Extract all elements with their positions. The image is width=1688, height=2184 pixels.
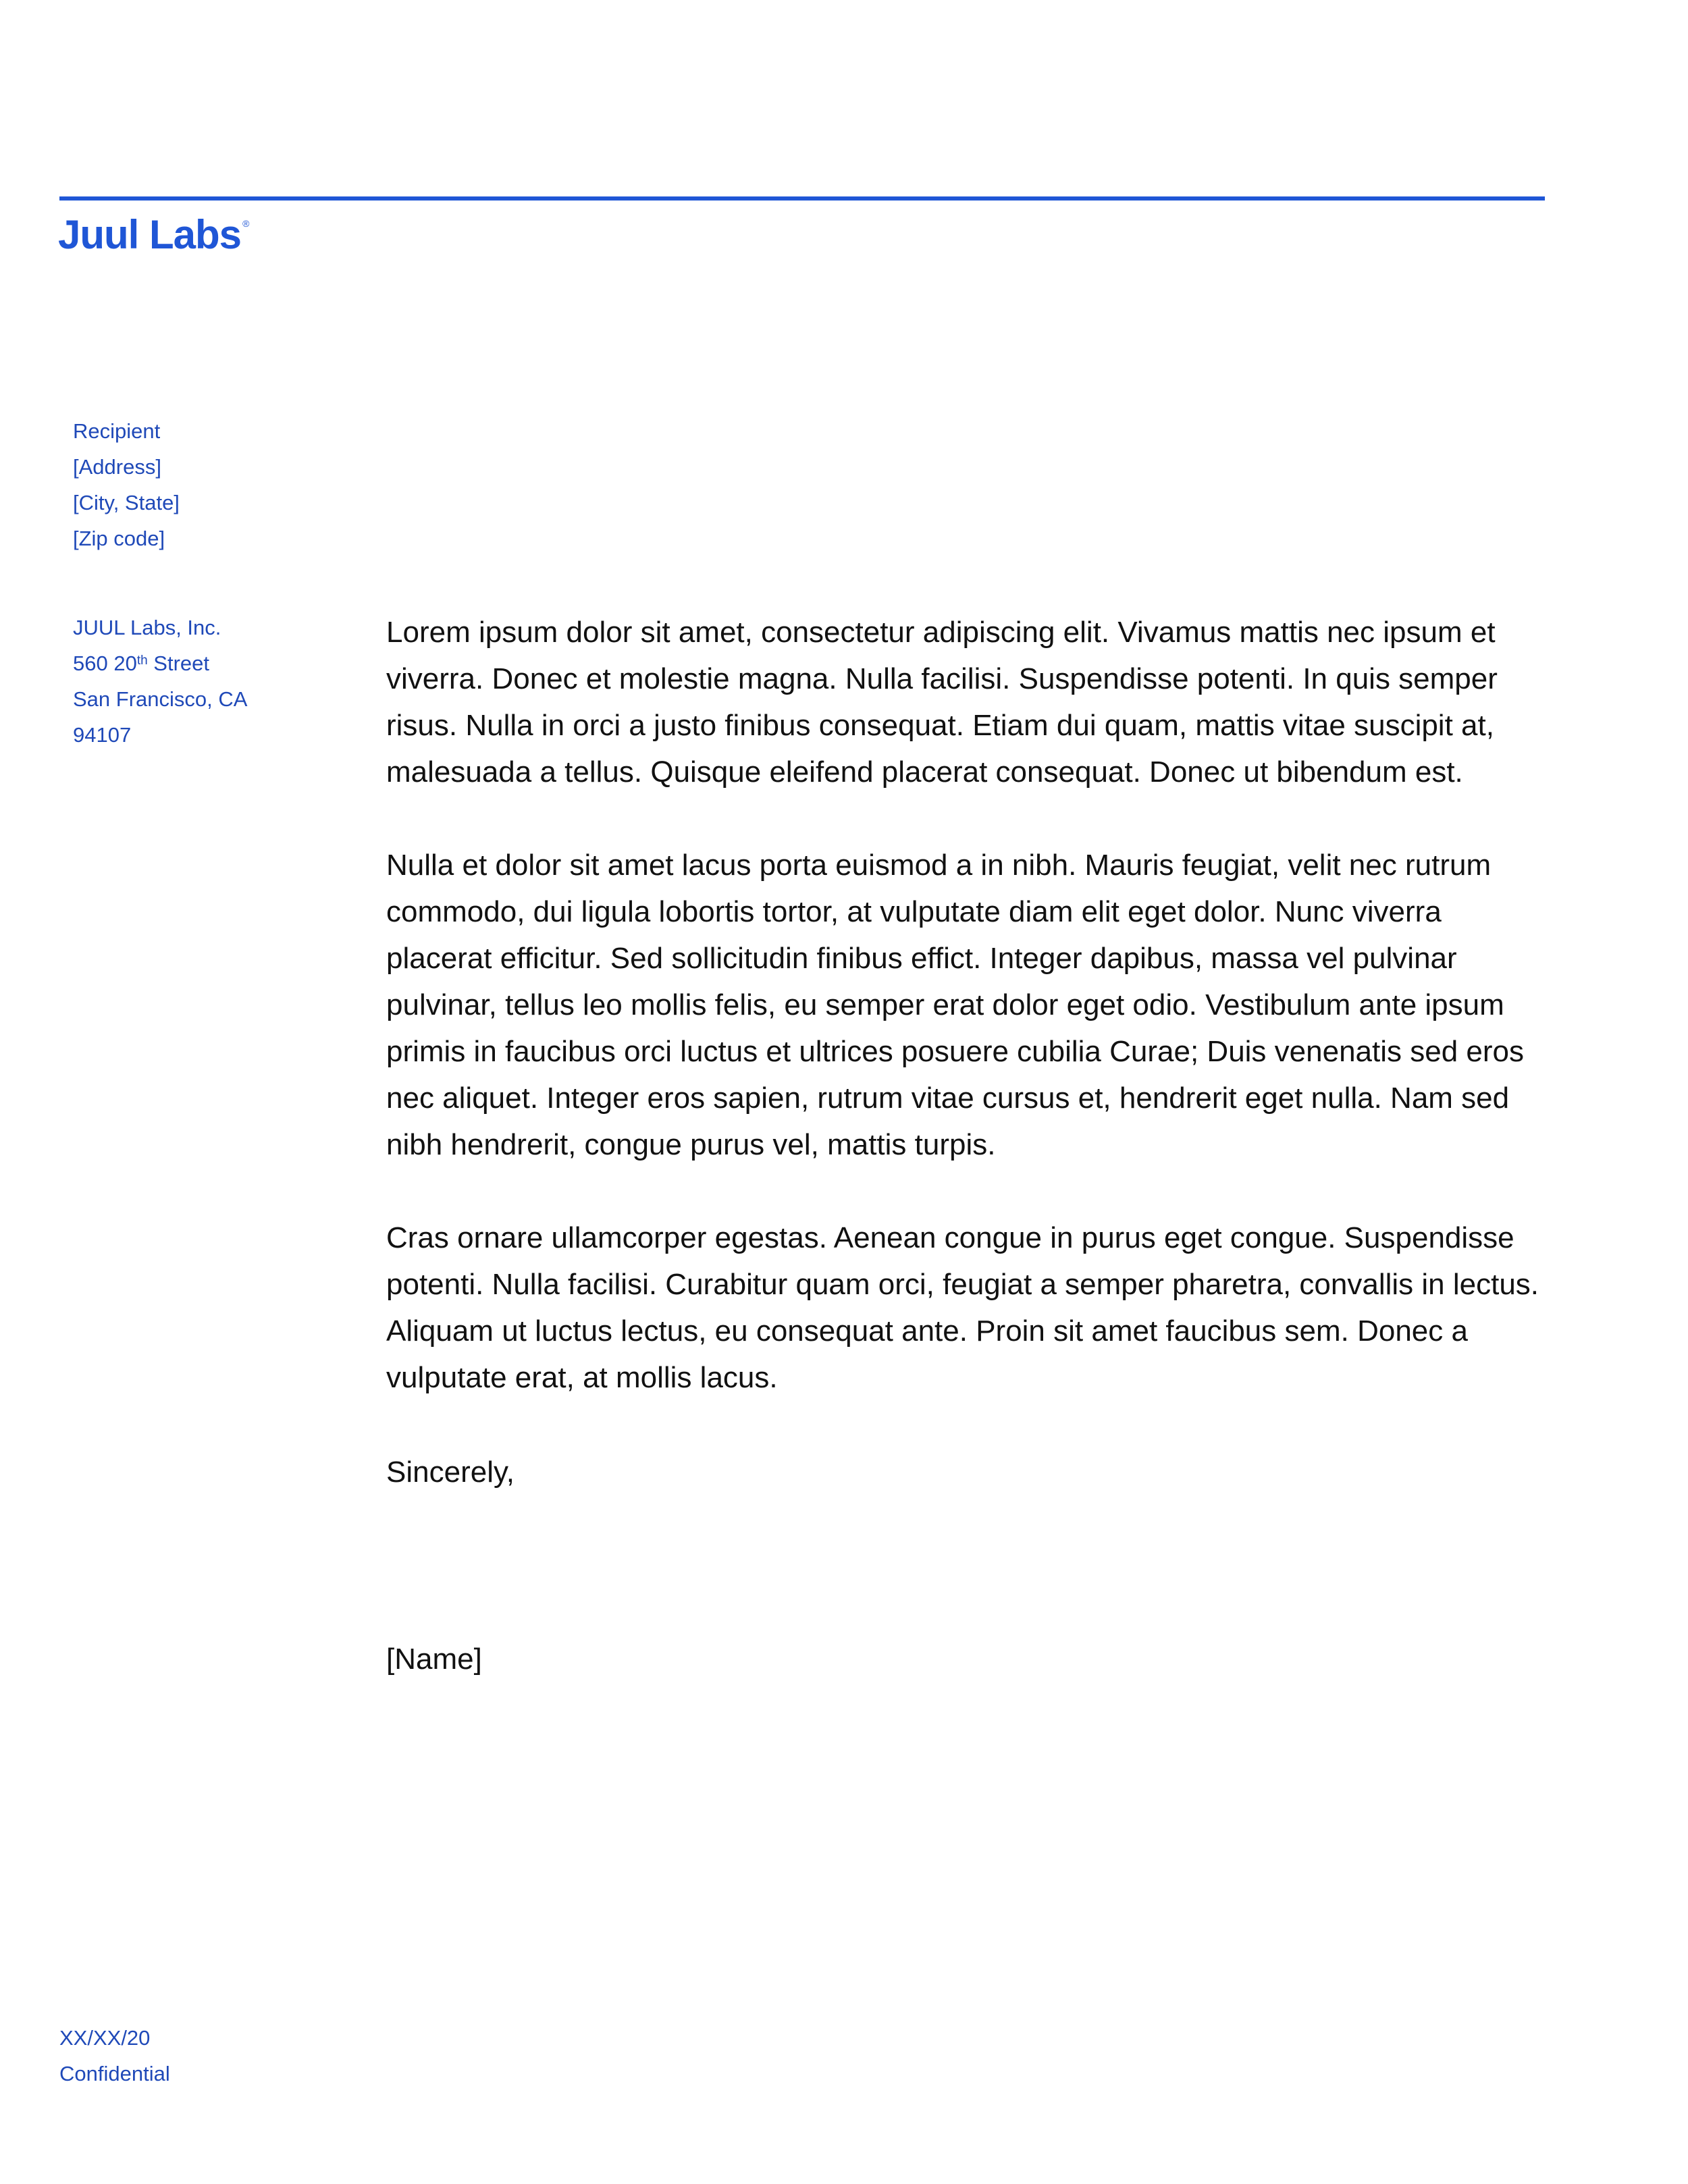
- header-rule: [59, 196, 1545, 201]
- registered-mark: ®: [242, 218, 249, 229]
- sender-address-block: [73, 610, 247, 753]
- signature-name: [Name]: [386, 1643, 482, 1676]
- recipient-address: [Address]: [73, 455, 161, 479]
- footer-confidential: Confidential: [59, 2062, 170, 2085]
- letter-closing: Sincerely,: [386, 1456, 515, 1489]
- logo-wordmark: Juul Labs: [58, 212, 242, 257]
- juul-labs-logo: [58, 212, 249, 257]
- footer-block: [59, 2020, 170, 2092]
- sender-street-number: 560 20: [73, 651, 137, 675]
- sender-street: [73, 645, 247, 681]
- body-paragraph-1: Lorem ipsum dolor sit amet, consectetur adipiscing elit. Vivamus mattis nec ipsum et viverra. Donec et molestie magna. Nulla facilisi. Suspendisse potenti. In quis semper risus. Nulla in orci a justo finibus consequat. Etiam dui quam, mattis vitae suscipit at, malesuada a tellus. Quisque eleifend placerat consequat. Donec ut bibendum est.: [386, 616, 1498, 789]
- sender-street-suffix: th: [136, 654, 148, 668]
- letter-body: [386, 609, 1554, 1447]
- sender-zip: 94107: [73, 723, 132, 747]
- recipient-address-block: [73, 413, 180, 556]
- body-paragraph-3: Cras ornare ullamcorper egestas. Aenean congue in purus eget congue. Suspendisse potenti. Nulla facilisi. Curabitur quam orci, feugiat a semper pharetra, convallis in lectus. Aliquam ut luctus lectus, eu consequat ante. Proin sit amet faucibus sem. Donec a vulputate erat, at mollis lacus.: [386, 1221, 1539, 1394]
- recipient-name: Recipient: [73, 419, 161, 443]
- sender-city-state: San Francisco, CA: [73, 687, 248, 711]
- recipient-city-state: [City, State]: [73, 491, 180, 514]
- sender-street-name: Street: [147, 651, 210, 675]
- sender-company: JUUL Labs, Inc.: [73, 616, 221, 639]
- recipient-zip: [Zip code]: [73, 527, 165, 550]
- body-paragraph-2: Nulla et dolor sit amet lacus porta euismod a in nibh. Mauris feugiat, velit nec rutrum commodo, dui ligula lobortis tortor, at vulputate diam elit eget dolor. Nunc viverra placerat efficitur. Sed sollicitudin finibus effict. Integer dapibus, massa vel pulvinar pulvinar, tellus leo mollis felis, eu semper erat dolor eget odio. Vestibulum ante ipsum primis in faucibus orci luctus et ultrices posuere cubilia Curae; Duis venenatis sed eros nec aliquet. Integer eros sapien, rutrum vitae cursus et, hendrerit eget nulla. Nam sed nibh hendrerit, congue purus vel, mattis turpis.: [386, 849, 1524, 1161]
- footer-date: XX/XX/20: [59, 2026, 151, 2050]
